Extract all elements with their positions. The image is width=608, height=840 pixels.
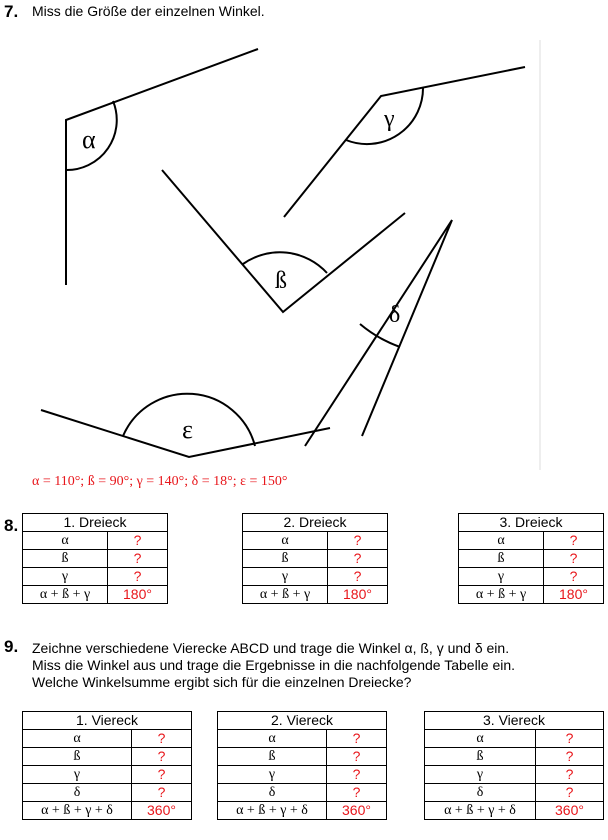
table-key: γ [218, 766, 327, 784]
table-value: ? [132, 748, 192, 766]
table-value: ? [328, 550, 388, 568]
exercise-9-line1: Zeichne verschiedene Vierecke ABCD und trage die Winkel α, ß, γ und δ ein. [32, 640, 510, 656]
table-key: α + ß + γ + δ [425, 802, 536, 820]
table-key: α + ß + γ [23, 586, 108, 604]
table-key: α [459, 532, 544, 550]
table-key: ß [23, 550, 108, 568]
table-value: 180° [108, 586, 168, 604]
table-key: ß [218, 748, 327, 766]
table-value: 360° [327, 802, 387, 820]
table-dreieck-2 [242, 513, 388, 604]
table-key: α [425, 730, 536, 748]
table-viereck-1 [22, 711, 192, 820]
table-value: ? [108, 568, 168, 586]
table-key: ß [23, 748, 132, 766]
table-title: 3. Dreieck [459, 514, 604, 532]
table-key: α + ß + γ [459, 586, 544, 604]
table-viereck-3 [424, 711, 604, 820]
table-title: 2. Viereck [218, 712, 387, 730]
table-title: 3. Viereck [425, 712, 604, 730]
table-key: γ [23, 766, 132, 784]
table-key: α [23, 532, 108, 550]
angle-delta [305, 220, 452, 446]
table-key: γ [23, 568, 108, 586]
exercise-9-number: 9. [4, 637, 19, 656]
table-value: ? [327, 748, 387, 766]
table-key: γ [459, 568, 544, 586]
table-value: 180° [544, 586, 604, 604]
table-value: 180° [328, 586, 388, 604]
exercise-8-number: 8. [4, 516, 19, 535]
table-value: 360° [132, 802, 192, 820]
table-value: ? [536, 730, 604, 748]
label-beta: ß [275, 268, 287, 294]
table-key: γ [425, 766, 536, 784]
table-title: 2. Dreieck [243, 514, 388, 532]
table-value: ? [327, 766, 387, 784]
exercise-9-line3: Welche Winkelsumme ergibt sich für die einzelnen Dreiecke? [32, 674, 412, 690]
table-key: α + ß + γ + δ [23, 802, 132, 820]
exercise-7-number: 7. [4, 2, 19, 21]
table-key: δ [425, 784, 536, 802]
table-value: ? [328, 532, 388, 550]
table-value: ? [327, 730, 387, 748]
label-delta: δ [389, 302, 401, 328]
table-title: 1. Viereck [23, 712, 192, 730]
table-dreieck-1 [22, 513, 168, 604]
table-value: ? [132, 730, 192, 748]
table-value: ? [544, 550, 604, 568]
exercise-7-instruction: Miss die Größe der einzelnen Winkel. [32, 3, 265, 19]
table-dreieck-3 [458, 513, 604, 604]
exercise-9-line2: Miss die Winkel aus und trage die Ergebnisse in die nachfolgende Tabelle ein. [32, 657, 516, 673]
table-value: ? [108, 532, 168, 550]
table-key: δ [23, 784, 132, 802]
table-value: ? [544, 532, 604, 550]
table-value: ? [536, 784, 604, 802]
table-key: ß [425, 748, 536, 766]
table-key: δ [218, 784, 327, 802]
table-value: 360° [536, 802, 604, 820]
table-key: ß [459, 550, 544, 568]
table-value: ? [328, 568, 388, 586]
table-key: α [23, 730, 132, 748]
table-key: γ [243, 568, 328, 586]
table-value: ? [132, 766, 192, 784]
table-title: 1. Dreieck [23, 514, 168, 532]
label-gamma: γ [384, 106, 395, 132]
table-value: ? [536, 766, 604, 784]
table-value: ? [327, 784, 387, 802]
table-value: ? [108, 550, 168, 568]
label-epsilon: ε [182, 415, 193, 444]
table-key: α + ß + γ + δ [218, 802, 327, 820]
angle-gamma [284, 67, 525, 217]
label-alpha: α [82, 125, 96, 154]
table-key: α + ß + γ [243, 586, 328, 604]
table-key: ß [243, 550, 328, 568]
table-viereck-2 [217, 711, 387, 820]
table-key: α [218, 730, 327, 748]
table-value: ? [132, 784, 192, 802]
table-key: α [243, 532, 328, 550]
table-value: ? [544, 568, 604, 586]
table-value: ? [536, 748, 604, 766]
exercise-7-answer: α = 110°; ß = 90°; γ = 140°; δ = 18°; ε = 150° [32, 474, 288, 489]
